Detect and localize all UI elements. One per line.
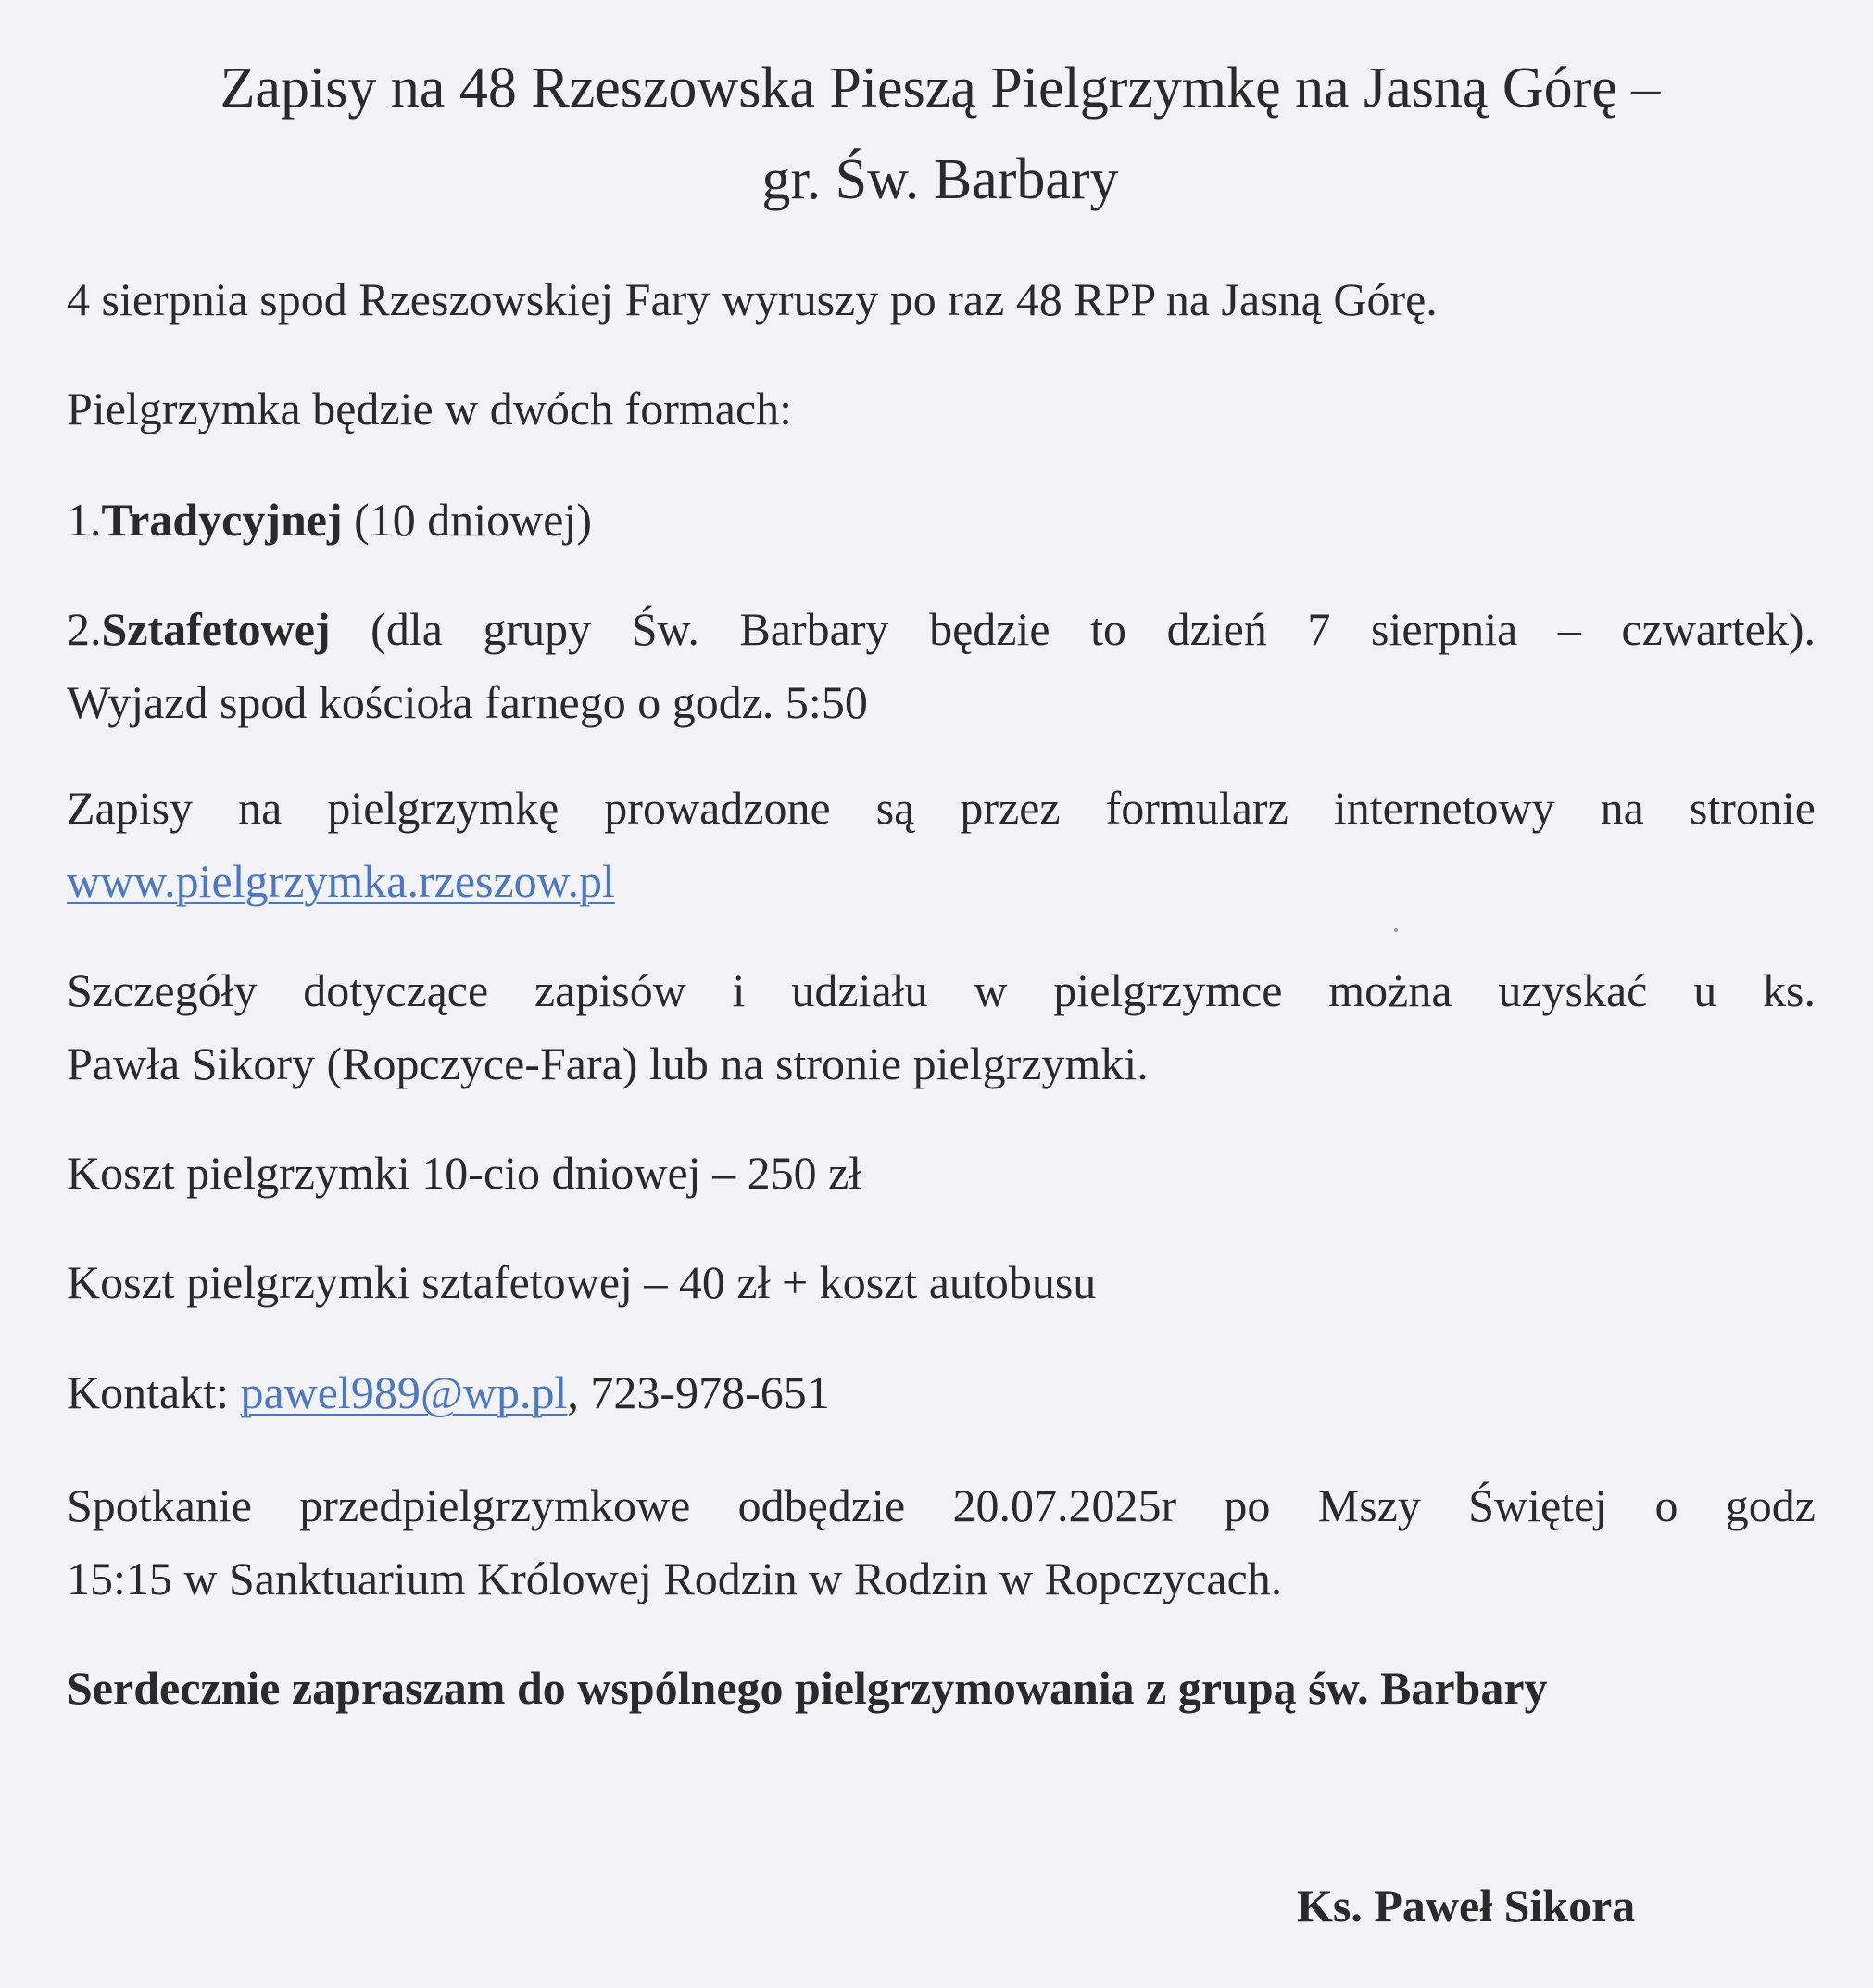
form-1-detail: (10 dniowej) xyxy=(342,494,593,546)
registration-link-line xyxy=(67,845,1816,918)
details-line-1: Szczegóły dotyczące zapisów i udziału w pielgrzymce można uzyskać u ks. xyxy=(67,964,1816,1016)
form-1-paragraph xyxy=(67,484,1816,557)
contact-paragraph xyxy=(67,1356,1816,1429)
form-2-name: Sztafetowej xyxy=(101,603,331,655)
contact-phone: , 723-978-651 xyxy=(567,1366,830,1418)
start-paragraph: 4 sierpnia spod Rzeszowskiej Fary wyruszy po raz 48 RPP na Jasną Górę. xyxy=(67,273,1438,325)
forms-intro-paragraph: Pielgrzymka będzie w dwóch formach: xyxy=(67,383,793,434)
registration-text: Zapisy na pielgrzymkę prowadzone są przez formularz internetowy na stronie xyxy=(67,782,1816,834)
document-title-line-1: Zapisy na 48 Rzeszowska Pieszą Pielgrzymkę na Jasną Górę – xyxy=(220,57,1661,120)
form-1-number: 1. xyxy=(67,494,102,546)
registration-website-link[interactable]: www.pielgrzymka.rzeszow.pl xyxy=(67,855,615,907)
cost-full-paragraph: Koszt pielgrzymki 10-cio dniowej – 250 zł xyxy=(67,1147,862,1199)
document-title-line-2: gr. Św. Barbary xyxy=(761,148,1119,211)
invitation-paragraph: Serdecznie zapraszam do wspólnego pielgrzymowania z grupą św. Barbary xyxy=(67,1662,1548,1714)
details-line-2: Pawła Sikory (Ropczyce-Fara) lub na stronie pielgrzymki. xyxy=(67,1038,1149,1089)
form-2-departure: Wyjazd spod kościoła farnego o godz. 5:50 xyxy=(67,676,868,728)
registration-paragraph xyxy=(67,772,1816,918)
details-paragraph xyxy=(67,954,1816,1101)
cost-relay-paragraph: Koszt pielgrzymki sztafetowej – 40 zł + koszt autobusu xyxy=(67,1256,1097,1308)
form-2-line-1 xyxy=(67,593,1816,666)
scan-speck xyxy=(1394,928,1398,932)
contact-label: Kontakt: xyxy=(67,1366,241,1418)
form-2-paragraph xyxy=(67,593,1816,739)
form-1-name: Tradycyjnej xyxy=(101,494,343,546)
meeting-paragraph xyxy=(67,1469,1816,1616)
meeting-line-1: Spotkanie przedpielgrzymkowe odbędzie 20.07.2025r po Mszy Świętej o godz xyxy=(67,1479,1816,1531)
meeting-line-2: 15:15 w Sanktuarium Królowej Rodzin w Rodzin w Ropczycach. xyxy=(67,1553,1283,1604)
form-2-number: 2. xyxy=(67,603,102,655)
contact-email-link[interactable]: pawel989@wp.pl xyxy=(240,1366,568,1418)
form-2-detail: (dla grupy Św. Barbary będzie to dzień 7 sierpnia – czwartek). xyxy=(330,603,1816,655)
signature: Ks. Paweł Sikora xyxy=(1297,1880,1636,1931)
